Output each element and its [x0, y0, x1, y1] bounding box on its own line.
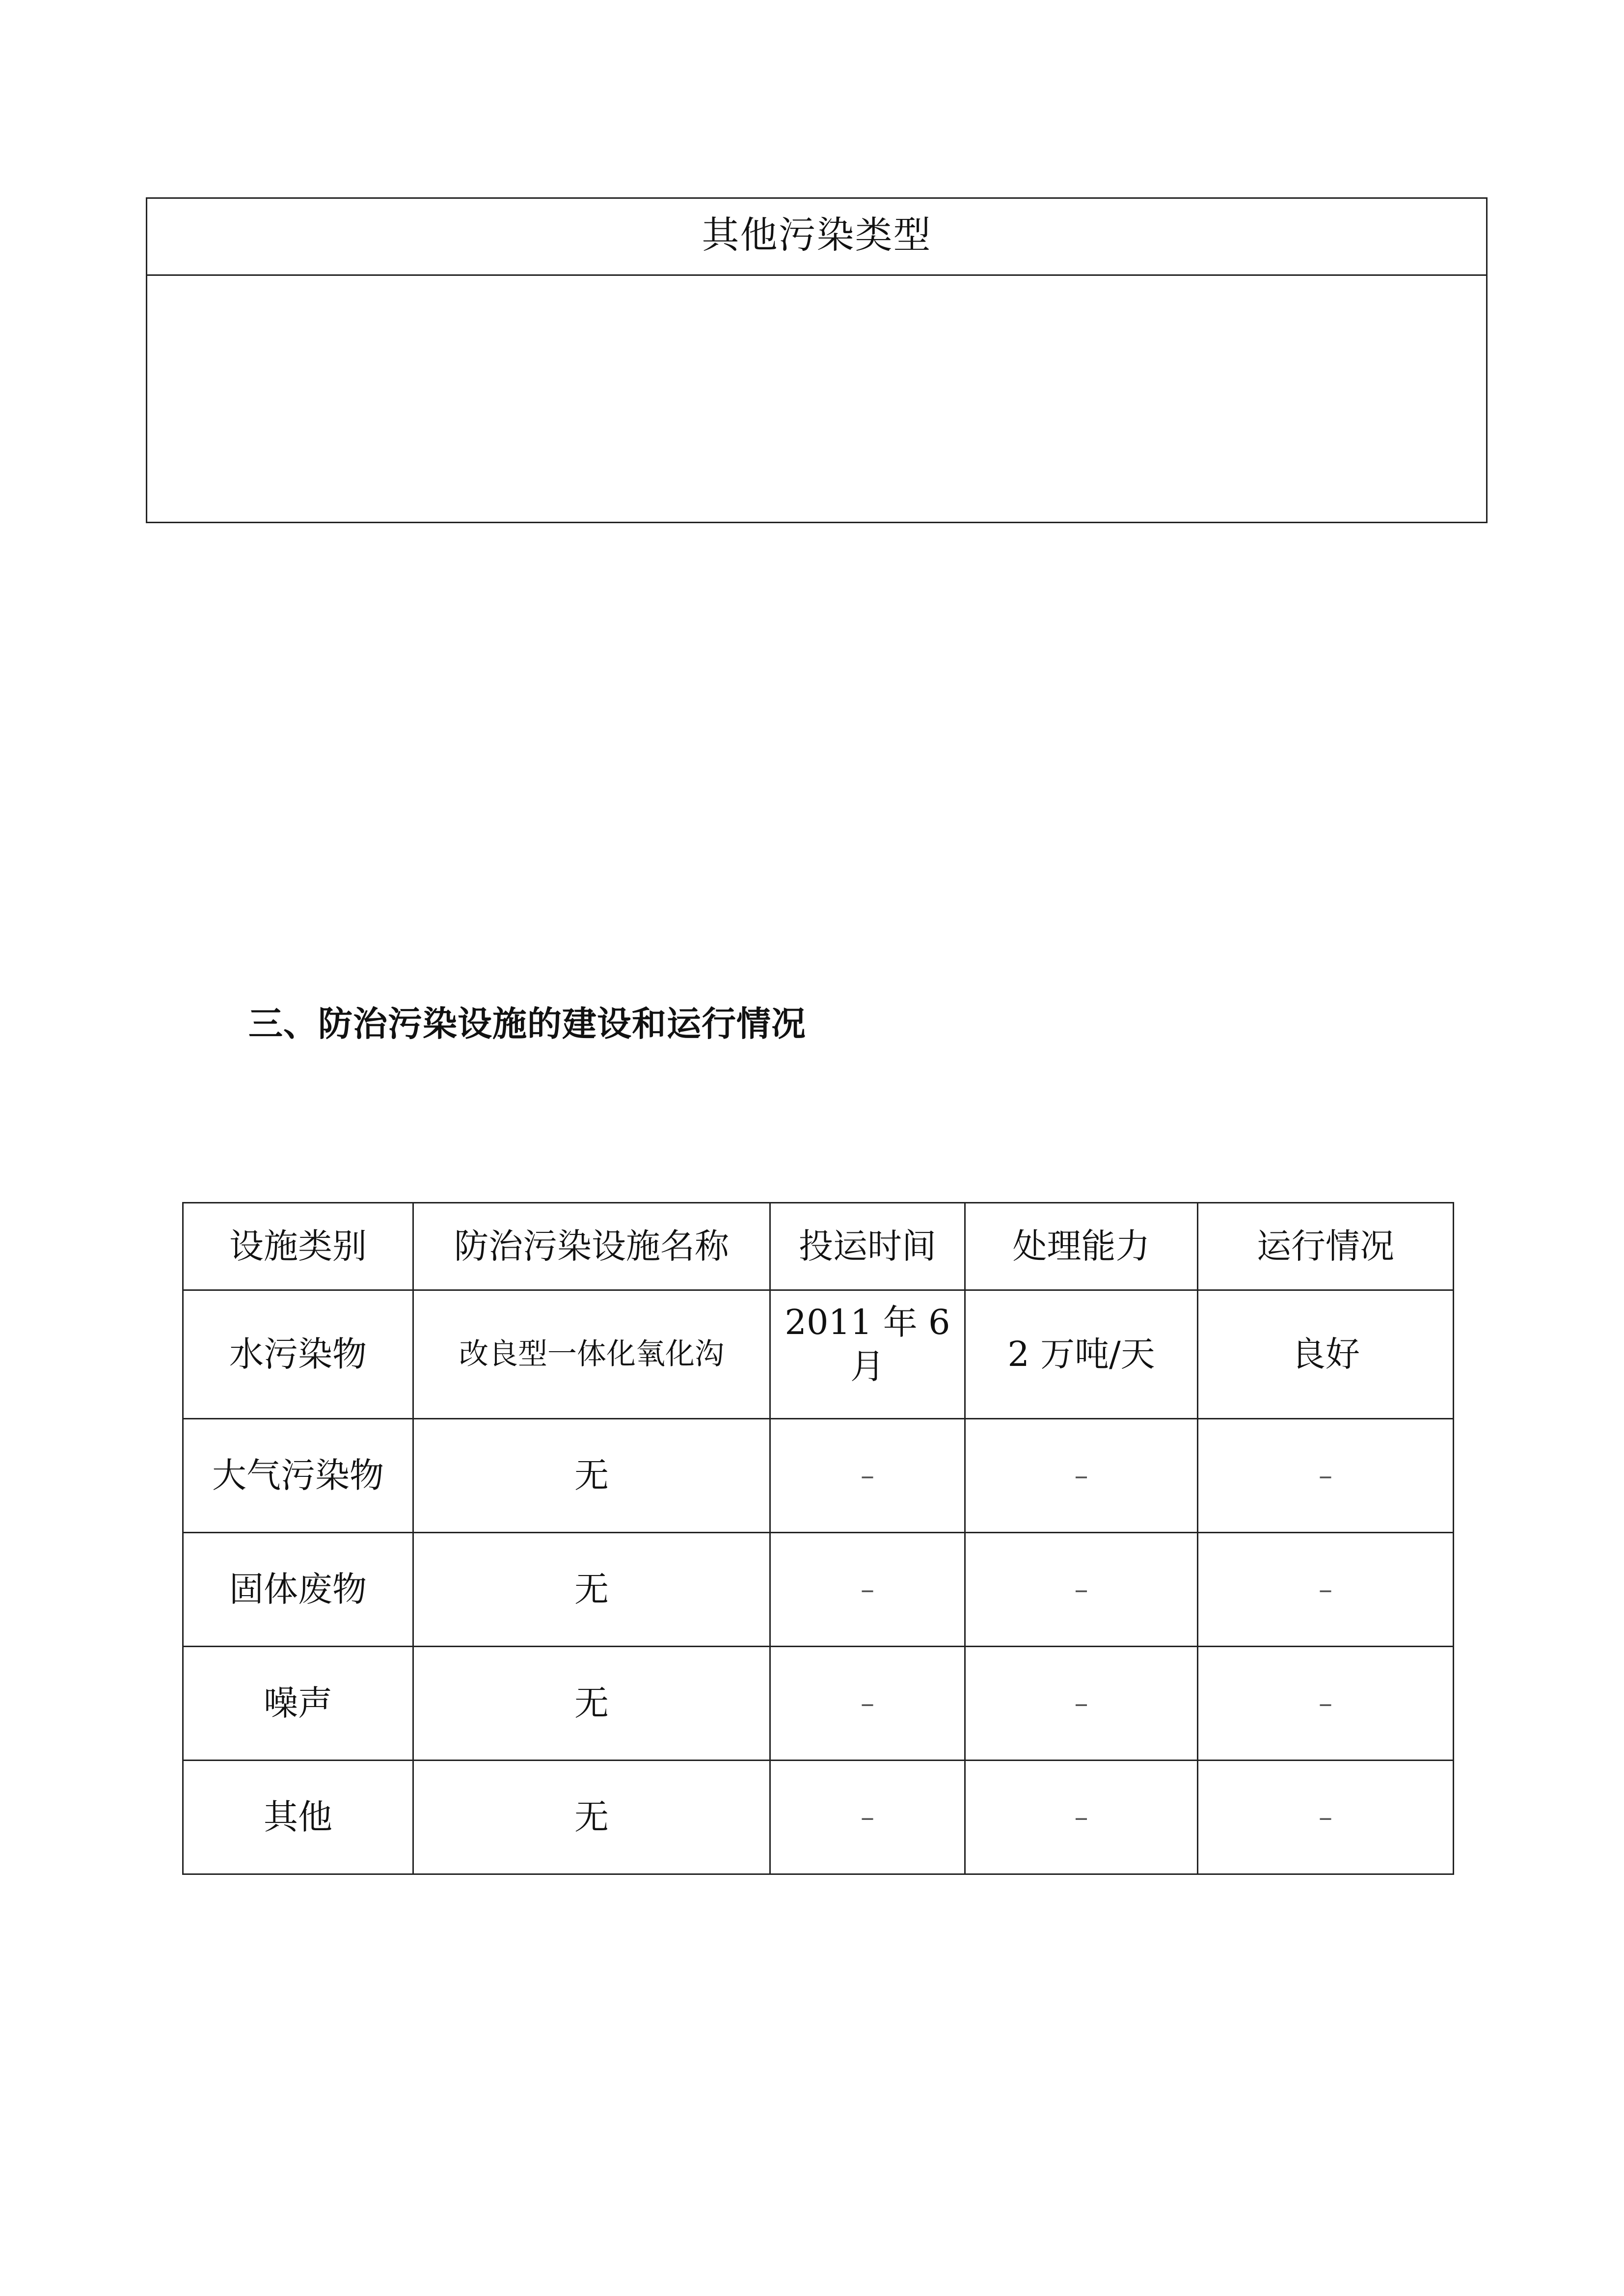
cell-category: 水污染物: [183, 1290, 413, 1419]
other-pollution-header: 其他污染类型: [147, 199, 1486, 276]
cell-start-time: –: [770, 1647, 965, 1761]
cell-facility-name: 改良型一体化氧化沟: [413, 1290, 770, 1419]
cell-capacity: –: [965, 1647, 1198, 1761]
cell-status: –: [1198, 1647, 1454, 1761]
header-start-time: 投运时间: [770, 1203, 965, 1290]
cell-facility-name: 无: [413, 1533, 770, 1647]
cell-category: 噪声: [183, 1647, 413, 1761]
table-row: [183, 1647, 1454, 1761]
header-capacity: 处理能力: [965, 1203, 1198, 1290]
cell-facility-name: 无: [413, 1419, 770, 1533]
cell-start-time: 2011 年 6 月: [770, 1290, 965, 1419]
other-pollution-body: [147, 276, 1486, 522]
cell-status: –: [1198, 1761, 1454, 1874]
table-row: [183, 1533, 1454, 1647]
cell-status: 良好: [1198, 1290, 1454, 1419]
cell-category: 固体废物: [183, 1533, 413, 1647]
table-row: [183, 1419, 1454, 1533]
header-facility-category: 设施类别: [183, 1203, 413, 1290]
cell-status: –: [1198, 1533, 1454, 1647]
cell-capacity: –: [965, 1761, 1198, 1874]
cell-capacity: –: [965, 1419, 1198, 1533]
facility-table: [182, 1202, 1454, 1875]
header-facility-name: 防治污染设施名称: [413, 1203, 770, 1290]
cell-capacity: 2 万吨/天: [965, 1290, 1198, 1419]
cell-start-time: –: [770, 1533, 965, 1647]
table-header-row: [183, 1203, 1454, 1290]
cell-start-time: –: [770, 1761, 965, 1874]
cell-capacity: –: [965, 1533, 1198, 1647]
table-row: [183, 1761, 1454, 1874]
cell-category: 其他: [183, 1761, 413, 1874]
cell-facility-name: 无: [413, 1761, 770, 1874]
cell-status: –: [1198, 1419, 1454, 1533]
cell-start-time: –: [770, 1419, 965, 1533]
cell-facility-name: 无: [413, 1647, 770, 1761]
section-title: 三、防治污染设施的建设和运行情况: [248, 1004, 806, 1044]
table-row: [183, 1290, 1454, 1419]
header-status: 运行情况: [1198, 1203, 1454, 1290]
other-pollution-table: [146, 197, 1488, 523]
cell-category: 大气污染物: [183, 1419, 413, 1533]
